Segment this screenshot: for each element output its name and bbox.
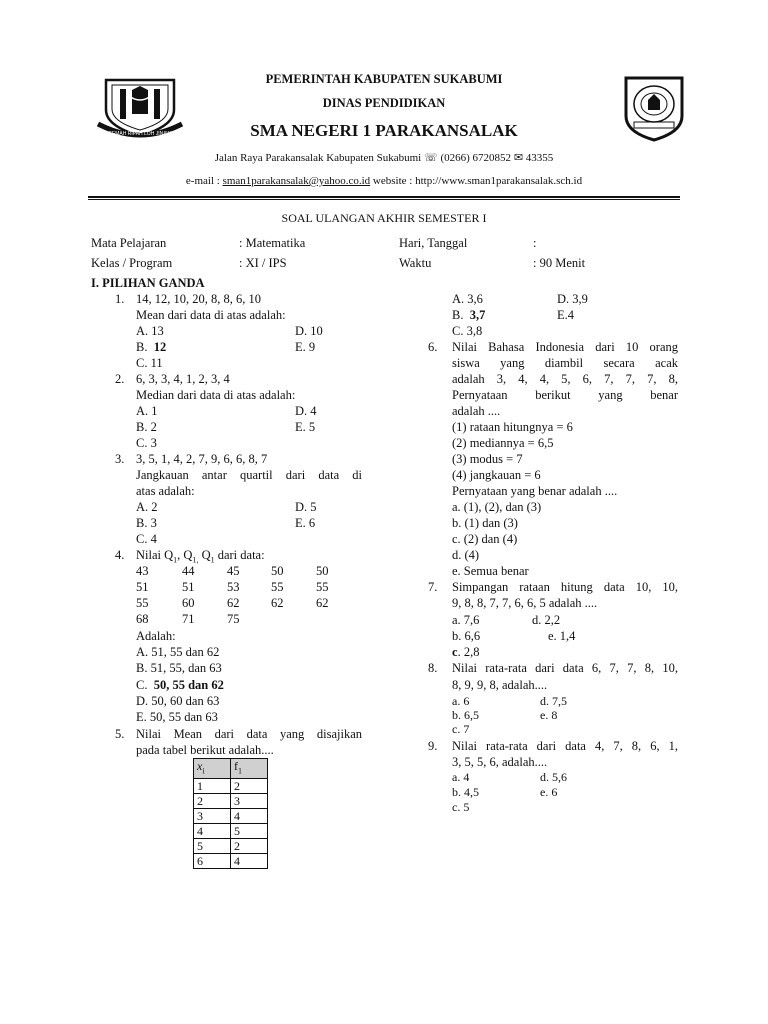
website-label: website :	[372, 175, 413, 187]
table-row: 6 4	[194, 854, 268, 869]
q4-text: Nilai $Q_1$, $Q_{1,}$ $Q_1$ dari data:	[136, 548, 265, 565]
office-name: DINAS PENDIDIKAN	[322, 96, 446, 110]
table-row: 4 5	[194, 824, 268, 839]
date-value: :	[533, 236, 537, 250]
q1-option-c: C. 11	[136, 356, 163, 370]
time-label: Waktu	[399, 256, 432, 270]
time-value: : 90 Menit	[533, 256, 586, 270]
q9-number: 9.	[428, 739, 438, 753]
q4-option-b: B. 51, 55, dan 63	[136, 661, 222, 675]
q8-option-e: e. 8	[540, 708, 558, 722]
q4-option-d: D. 50, 60 dan 63	[136, 694, 220, 708]
q3-text-line2: atas adalah:	[136, 484, 195, 498]
q9-option-d: d. 5,6	[540, 770, 567, 784]
q5-option-a: A. 3,6	[452, 292, 483, 306]
q6-prompt: Pernyataan yang benar adalah ....	[452, 484, 618, 498]
q7-option-d: d. 2,2	[532, 613, 561, 627]
q6-text-last: adalah ....	[452, 404, 501, 418]
q6-option-c: c. (2) dan (4)	[452, 532, 518, 546]
q7-text-line2: 9, 8, 8, 7, 7, 6, 6, 5 adalah ....	[452, 596, 598, 610]
q3-text-line1: Jangkauan antar quartil dari data di	[136, 468, 362, 482]
q3-option-c: C. 4	[136, 532, 157, 546]
q4-answer-label: Adalah:	[136, 629, 176, 643]
q6-number: 6.	[428, 340, 438, 354]
q9-option-b: b. 4,5	[452, 785, 479, 799]
q2-option-c: C. 3	[136, 436, 157, 450]
q8-text-line1: Nilai rata-rata dari data 6, 7, 7, 8, 10,	[452, 661, 678, 675]
q9-option-c: c. 5	[452, 800, 470, 814]
q6-statement-3: (3) modus = 7	[452, 452, 523, 466]
q8-number: 8.	[428, 661, 438, 675]
q6-text-line: Nilai Bahasa Indonesia dari 10 orang	[452, 340, 678, 354]
q5-number: 5.	[115, 727, 125, 741]
q4-option-e: E. 50, 55 dan 63	[136, 710, 218, 724]
q1-data: 14, 12, 10, 20, 8, 8, 6, 10	[136, 292, 261, 306]
q4-cell: 50	[271, 564, 284, 578]
q5-text-line2: pada tabel berikut adalah....	[136, 743, 274, 757]
q4-option-c: C. 50, 55 dan 62	[136, 678, 224, 692]
table-row: 2 3	[194, 794, 268, 809]
subject-label: Mata Pelajaran	[91, 236, 167, 250]
q8-option-b: b. 6,5	[452, 708, 479, 722]
q6-text-line: Pernyataan berikut yang benar	[452, 388, 678, 402]
q3-data: 3, 5, 1, 4, 2, 7, 9, 6, 6, 8, 7	[136, 452, 268, 466]
q2-option-e: E. 5	[295, 420, 316, 434]
q7-option-b: b. 6,6	[452, 629, 481, 643]
q3-option-d: D. 5	[295, 500, 317, 514]
contact-line	[0, 175, 768, 187]
q4-cell: 51	[136, 580, 149, 594]
header-divider	[88, 196, 680, 198]
q5-text-line1: Nilai Mean dari data yang disajikan	[136, 727, 362, 741]
q1-option-b: B. 12	[136, 340, 167, 354]
q9-option-e: e. 6	[540, 785, 558, 799]
postal-code: 43355	[525, 152, 554, 164]
table-row: 5 2	[194, 839, 268, 854]
phone: (0266) 6720852	[440, 152, 512, 164]
table-row: 3 4	[194, 809, 268, 824]
q7-option-c: c. 2,8	[452, 645, 480, 659]
header-divider-thin	[88, 199, 680, 200]
q2-data: 6, 3, 3, 4, 1, 2, 3, 4	[136, 372, 230, 386]
table-header-x: $x_i$	[194, 759, 231, 779]
q6-text-line: adalah 3, 4, 4, 5, 6, 7, 7, 7, 8,	[452, 372, 678, 386]
q7-option-a: a. 7,6	[452, 613, 480, 627]
q5-option-e: E.4	[557, 308, 575, 322]
q6-statement-4: (4) jangkauan = 6	[452, 468, 541, 482]
q4-cell: 51	[182, 580, 195, 594]
q3-option-a: A. 2	[136, 500, 158, 514]
q4-cell: 60	[182, 596, 195, 610]
q7-text-line1: Simpangan rataan hitung data 10, 10,	[452, 580, 678, 594]
government-name: PEMERINTAH KABUPATEN SUKABUMI	[265, 72, 503, 86]
q4-cell: 55	[316, 580, 329, 594]
q5-option-c: C. 3,8	[452, 324, 483, 338]
q2-option-d: D. 4	[295, 404, 317, 418]
q6-option-b: b. (1) dan (3)	[452, 516, 518, 530]
q5-option-b: B. 3,7	[452, 308, 486, 322]
address: Jalan Raya Parakansalak Kabupaten Sukabumi	[214, 152, 422, 164]
email-link[interactable]: sman1parakansalak@yahoo.co.id	[222, 175, 371, 187]
q6-text-line: siswa yang diambil secara acak	[452, 356, 678, 370]
q9-text-line1: Nilai rata-rata dari data 4, 7, 8, 6, 1,	[452, 739, 678, 753]
q4-cell: 75	[227, 612, 240, 626]
q1-option-a: A. 13	[136, 324, 164, 338]
q3-option-e: E. 6	[295, 516, 316, 530]
q4-cell: 55	[136, 596, 149, 610]
table-row: 1 2	[194, 779, 268, 794]
class-value: : XI / IPS	[239, 256, 287, 270]
mail-icon: ✉	[513, 152, 524, 164]
section-heading: I. PILIHAN GANDA	[91, 276, 205, 290]
school-name: SMA NEGERI 1 PARAKANSALAK	[250, 121, 518, 140]
website-link[interactable]: http://www.sman1parakansalak.sch.id	[415, 175, 583, 187]
q3-number: 3.	[115, 452, 125, 466]
email-label: e-mail :	[185, 175, 220, 187]
q9-text-line2: 3, 5, 5, 6, adalah....	[452, 755, 548, 769]
class-label: Kelas / Program	[91, 256, 173, 270]
q1-text: Mean dari data di atas adalah:	[136, 308, 286, 322]
q2-text: Median dari data di atas adalah:	[136, 388, 296, 402]
q4-cell: 62	[316, 596, 329, 610]
q9-option-a: a. 4	[452, 770, 470, 784]
q4-cell: 43	[136, 564, 149, 578]
q7-option-e: e. 1,4	[548, 629, 576, 643]
q4-cell: 62	[271, 596, 284, 610]
q2-number: 2.	[115, 372, 125, 386]
q5-option-b-value: 3,7	[469, 308, 486, 322]
q4-cell: 71	[182, 612, 195, 626]
q4-cell: 50	[316, 564, 329, 578]
q7-number: 7.	[428, 580, 438, 594]
q8-option-a: a. 6	[452, 694, 470, 708]
q6-statement-2: (2) mediannya = 6,5	[452, 436, 554, 450]
q2-option-b: B. 2	[136, 420, 157, 434]
q4-cell: 62	[227, 596, 240, 610]
q4-option-a: A. 51, 55 dan 62	[136, 645, 220, 659]
q2-option-a: A. 1	[136, 404, 158, 418]
q8-option-c: c. 7	[452, 722, 470, 736]
left-logo-caption: GEMAH RIPAH LOH JINAWI	[108, 131, 173, 137]
q6-option-e: e. Semua benar	[452, 564, 529, 578]
q4-option-c-value: 50, 55 dan 62	[153, 678, 224, 692]
q6-option-a: a. (1), (2), dan (3)	[452, 500, 542, 514]
q4-cell: 44	[182, 564, 195, 578]
q8-text-line2: 8, 9, 9, 8, adalah....	[452, 678, 548, 692]
q6-option-d: d. (4)	[452, 548, 480, 562]
q6-statement-1: (1) rataan hitungnya = 6	[452, 420, 573, 434]
q4-cell: 68	[136, 612, 149, 626]
frequency-table	[193, 758, 268, 869]
date-label: Hari, Tanggal	[399, 236, 468, 250]
q1-option-e: E. 9	[295, 340, 316, 354]
q4-number: 4.	[115, 548, 125, 562]
q4-cell: 45	[227, 564, 240, 578]
table-header-row	[194, 759, 268, 779]
q5-option-d: D. 3,9	[557, 292, 588, 306]
subject-value: : Matematika	[239, 236, 306, 250]
address-line	[0, 151, 768, 164]
q1-option-d: D. 10	[295, 324, 323, 338]
q3-option-b: B. 3	[136, 516, 157, 530]
exam-title: SOAL ULANGAN AKHIR SEMESTER I	[281, 211, 487, 225]
q4-cell: 53	[227, 580, 240, 594]
q4-cell: 55	[271, 580, 284, 594]
q1-number: 1.	[115, 292, 125, 306]
table-header-f: $f_1$	[231, 759, 268, 779]
q1-option-b-value: 12	[153, 340, 167, 354]
q8-option-d: d. 7,5	[540, 694, 567, 708]
phone-icon: ☏	[423, 152, 438, 164]
